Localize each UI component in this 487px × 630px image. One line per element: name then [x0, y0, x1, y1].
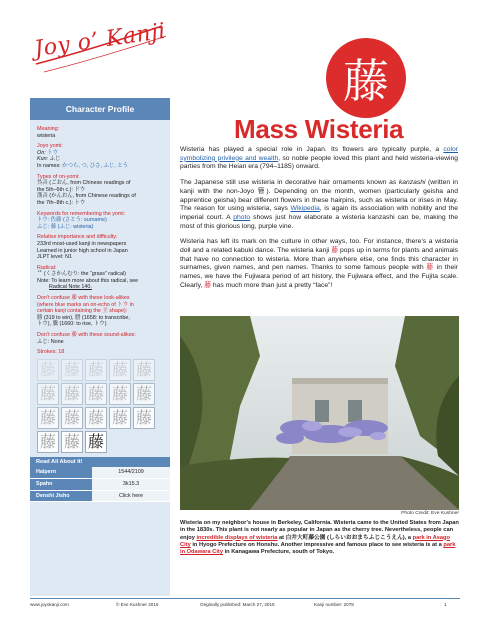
on-yomi: トウ — [47, 149, 58, 156]
meaning-label: Meaning: — [37, 126, 60, 132]
footer-page-number: 1 — [444, 602, 447, 607]
paragraph — [180, 146, 458, 172]
stroke-order-cell: 藤 — [61, 431, 83, 453]
meaning-section — [37, 126, 163, 139]
meaning-value: wisteria — [37, 132, 56, 139]
keyword-line: ふじ: 藤 (ふじ: wisteria) — [37, 223, 94, 230]
wisteria-photo-image — [180, 316, 459, 510]
on-yomi-type-line: 呉音 (ごおん, from Chinese readings of — [37, 180, 131, 187]
reference-value: 3k15.3 — [92, 479, 170, 491]
reference-name: Halpern — [30, 467, 92, 478]
stroke-order-cell: 藤 — [61, 407, 83, 429]
stroke-order-cell: 藤 — [133, 383, 155, 405]
stroke-order-cell: 藤 — [61, 359, 83, 381]
footer-copyright: © Eve Kushner 2015 — [116, 602, 159, 607]
stroke-order-cell: 藤 — [109, 407, 131, 429]
radical-line: Note: To learn more about this radical, see — [37, 277, 139, 284]
joyo-yomi-label: Joyo yomi: — [37, 143, 63, 150]
keyword-line: トウ: 佐藤 (さとう: surname) — [37, 217, 107, 224]
character-profile-sidebar — [30, 98, 170, 596]
text-run: shows just how elaborate a wisteria kanzashi can be, making the most of this glorious long, purple vine. — [180, 213, 458, 230]
reference-row — [30, 479, 170, 491]
reference-name: Denshi Jisho — [30, 490, 92, 502]
importance-line: JLPT level: N1 — [37, 254, 72, 261]
footer-published: Originally published: March 27, 2015 — [200, 602, 275, 607]
importance-line: 233rd most-used kanji in newspapers — [37, 240, 127, 247]
text-run: at 白井大町藤公園 (しらいおおまちふじこうえん), a — [277, 534, 413, 541]
text-run: in their names, we have the Fujiwara period of art history, the Fujiwara effect, and the Fujita scale. Clearly, — [180, 264, 458, 289]
joy-o-kanji-logo — [30, 18, 170, 78]
lookalikes-section — [37, 295, 163, 328]
importance-line: Learned in junior high school in Japan — [37, 247, 128, 254]
joyo-yomi-section — [37, 143, 163, 169]
stroke-order-cell: 藤 — [109, 359, 131, 381]
text-link[interactable]: park in Odawara City — [180, 541, 456, 556]
names-label: In names: — [37, 162, 61, 169]
radical-section — [37, 265, 163, 291]
lookalike-line: トウ), 騰 (1660: to rise, トウ) — [37, 321, 107, 328]
sidebar-heading: Character Profile — [30, 98, 170, 120]
on-yomi-types-section — [37, 174, 163, 207]
importance-section — [37, 234, 163, 260]
text-run: pops up in terms for plants and animals that have no connection to wisteria. More than anywhere else, one finds this character in surnames, given names, and pen names. Thanks to some famous people with — [180, 247, 458, 272]
text-run: Wisteria has played a special role in Japan. Its flowers are typically purple, a — [180, 146, 444, 153]
stroke-order-cell: 藤 — [37, 407, 59, 429]
inline-kanji: 藤 — [426, 264, 435, 272]
stroke-order-cell: 藤 — [85, 431, 107, 453]
photo-caption — [180, 520, 459, 556]
strokes-section — [37, 349, 163, 453]
photo-credit: Photo Credit: Eve Kushner — [401, 511, 459, 516]
radical-note-link[interactable]: Radical Note 140. — [49, 284, 92, 291]
lookalikes-label: (where blue marks an on-echo of トウ in — [37, 301, 134, 308]
on-yomi-type-line: the 7th–8th c.): トウ — [37, 199, 86, 206]
stroke-order-cell: 藤 — [37, 431, 59, 453]
stroke-order-cell: 藤 — [37, 359, 59, 381]
footer-site[interactable]: www.joyokanji.com — [30, 602, 69, 607]
stroke-order-cell: 藤 — [133, 359, 155, 381]
inline-kanji: 藤 — [331, 247, 339, 255]
page-title: Mass Wisteria — [234, 114, 404, 144]
lookalikes-label: Don’t confuse 藤 with these look-alikes — [37, 295, 130, 302]
stroke-order-cell: 藤 — [85, 359, 107, 381]
featured-kanji: 藤 — [326, 38, 406, 118]
wisteria-photo — [180, 316, 459, 510]
text-link[interactable]: incredible displays of wisteria — [196, 534, 278, 541]
references-table — [30, 467, 170, 502]
article-body — [180, 146, 458, 298]
keywords-section — [37, 211, 163, 231]
keywords-label: Keywords for remembering the yomi: — [37, 210, 126, 217]
paragraph — [180, 179, 458, 231]
text-run: has much more than just a pretty “face”! — [211, 281, 333, 289]
page-footer — [30, 598, 460, 607]
stroke-order-cell: 藤 — [85, 383, 107, 405]
strokes-label: Strokes: 18 — [37, 349, 65, 356]
radical-line: 艹 (くさかんむり: the “grass” radical) — [37, 271, 126, 278]
text-run: Wisteria on my neighbor’s house in Berkeley, California. Wisteria came to the United States from Japan in the 1830s. This plant is not nearly as popular in Japan as the cherry tree. Nevertheless, people can enjoy — [180, 520, 459, 541]
stroke-order-cell: 藤 — [109, 383, 131, 405]
text-run: , is again its association with nobility and the imperial court. A — [180, 205, 459, 221]
stroke-order-cell: 藤 — [37, 383, 59, 405]
references-heading: Read All About It! — [30, 457, 170, 468]
stroke-order-grid — [37, 359, 163, 453]
kun-label: Kun: — [37, 156, 49, 163]
text-link[interactable]: photo — [233, 213, 251, 221]
reference-row — [30, 467, 170, 478]
radical-label: Radical: — [37, 264, 57, 271]
text-run: kanzashi — [398, 179, 426, 187]
reference-value: 1544/2109 — [92, 467, 170, 478]
stroke-order-cell: 藤 — [61, 383, 83, 405]
text-run: in Hyogo Prefecture on Honshu. Another impressive and famous place to see wisteria is at a — [190, 541, 444, 548]
text-run: in Kanagawa Prefecture, south of Tokyo. — [222, 549, 335, 556]
logo-text: Joy o’ Kanji — [32, 18, 168, 63]
lookalikes-label: certain kanji containing the 𦍌 shape): — [37, 308, 128, 315]
names-yomi: かつら, つ, ひさ, ふじ, とう — [62, 162, 129, 169]
lookalike-line: 勝 (319 to win), 謄 (1658: to transcribe, — [37, 314, 130, 321]
soundalike-line: ふじ: None — [37, 338, 64, 345]
text-run: (written in kanji with the non-Joyo 簪). Depending on the month, women (particularly geisha and apprentice geisha) bear different flowers in these hairpins, such as wisteria or irises in May. The reason for using wisteria, says — [180, 179, 458, 213]
importance-label: Relative importance and difficulty: — [37, 234, 118, 241]
on-yomi-type-line: the 5th–6th c.): ドウ — [37, 186, 86, 193]
denshi-jisho-link[interactable]: Click here — [92, 490, 170, 502]
text-link[interactable]: color symbolizing privilege and wealth — [180, 146, 458, 162]
soundalikes-label: Don’t confuse 藤 with these sound-alikes: — [37, 332, 136, 339]
reference-name: Spahn — [30, 479, 92, 491]
kun-yomi: ふじ — [49, 156, 61, 163]
stroke-order-cell: 藤 — [85, 407, 107, 429]
text-run: The Japanese still use wisteria in decorative hair ornaments known as — [180, 179, 399, 187]
paragraph — [180, 238, 458, 290]
stroke-order-cell: 藤 — [133, 407, 155, 429]
footer-kanji-number: Kanji number: 2078 — [314, 602, 354, 607]
text-run: Wisteria has left its mark on the culture in other ways, too. For instance, there’s a wisteria doll and a related kabuki dance. The wisteria kanji — [180, 238, 458, 255]
on-yomi-types-label: Types of on-yomi: — [37, 173, 80, 180]
reference-row — [30, 490, 170, 502]
on-yomi-type-line: 漢音 (かんおん, from Chinese readings of — [37, 193, 136, 200]
soundalikes-section — [37, 332, 163, 345]
text-link[interactable]: Wikipedia — [290, 205, 320, 213]
text-run: , so noble people loved this plant and held wisteria-viewing parties from the Heian era (794–1185) onward. — [180, 154, 458, 171]
text-link[interactable]: park in Asago City — [180, 534, 451, 548]
references-section — [37, 457, 163, 502]
on-label: On: — [37, 149, 46, 156]
inline-kanji: 藤 — [204, 281, 212, 289]
